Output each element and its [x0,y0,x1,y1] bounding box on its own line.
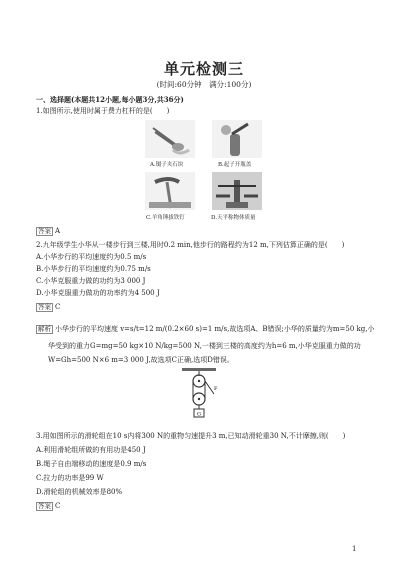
q1-caption-d: D.天平称物体质量 [211,215,256,221]
q1-caption-a: A.镊子夹石块 [150,162,184,168]
claw-hammer-image [145,172,195,210]
q2-analysis-text-1: 小华步行的平均速度 v=s/t=12 m/(0.2×60 s)=1 m/s,故选项A、B错误;小华的质量约为m=50 kg,小 [55,325,375,333]
q2-stem: 2.九年级学生小华从一楼步行到三楼,用时0.2 min,他步行的路程约为12 m,下列估算正确的是( ) [36,241,345,249]
q2-option-b: B.小华步行的平均速度约为0.75 m/s [36,265,151,273]
q1-answer [36,227,60,236]
q1-answer-value: A [55,227,61,235]
page-title: 单元检测三 [163,60,244,78]
q2-analysis-line-1 [36,325,374,334]
exam-subtitle: (时间:60分钟 满分:100分) [156,80,252,89]
analysis-tag: 解析 [38,325,51,333]
q3-option-a: A.利用滑轮组所做的有用功是450 J [36,446,146,454]
q2-analysis-line-2: 华受到的重力G=mg=50 kg×10 N/kg=500 N,一楼到三楼的高度约为h=6 m,小华克服重力做的功 [48,342,361,350]
q3-option-b: B.绳子自由端移动的速度是0.9 m/s [36,460,147,468]
page-number: 1 [352,545,357,553]
q1-stem: 1.如图所示,使用时属于费力杠杆的是( ) [36,107,170,115]
bottle-opener-image [212,120,262,158]
q2-option-a: A.小华步行的平均速度约为0.5 m/s [36,253,147,261]
pulley-weight-label: G [197,411,201,418]
q2-option-c: C.小华克服重力做的功约为3 000 J [36,277,146,285]
balance-scale-image [212,172,262,210]
section-heading: 一、选择题(本题共12小题,每小题3分,共36分) [36,95,184,104]
q3-answer [36,502,60,511]
q3-stem: 3.用如图所示的滑轮组在10 s内将300 N的重物匀速提升3 m,已知动滑轮重30 N,不计摩擦,则( ) [36,432,346,440]
answer-tag: 答案 [38,502,51,510]
q3-answer-value: C [55,502,61,510]
answer-tag: 答案 [38,227,51,235]
pulley-diagram [176,368,226,418]
q2-answer-value: C [55,303,61,311]
tweezers-image [145,120,195,158]
q1-caption-b: B.起子开瓶盖 [218,162,252,168]
pulley-force-label: F [214,386,218,392]
q2-answer [36,303,60,312]
q3-option-c: C.拉力的功率是99 W [36,474,104,482]
q3-option-d: D.滑轮组的机械效率是80% [36,488,123,496]
q1-caption-c: C.羊角锤拔铁钉 [146,215,185,221]
q2-analysis-line-3: W=Gh=500 N×6 m=3 000 J,故选项C正确,选项D错误。 [48,356,234,364]
answer-tag: 答案 [38,303,51,311]
q2-option-d: D.小华克服重力做功的功率约为4 500 J [36,289,160,297]
